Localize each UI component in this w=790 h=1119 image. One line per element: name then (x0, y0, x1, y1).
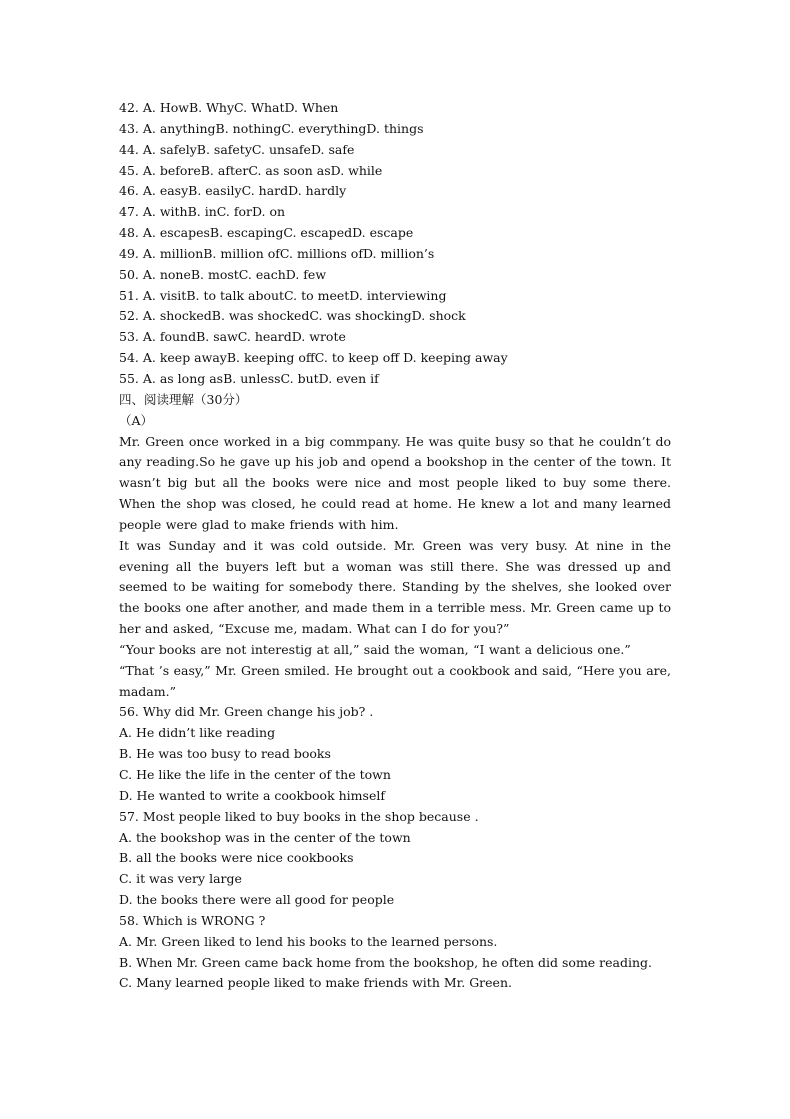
passage-paragraph-3: “Your books are not interestig at all,” said the woman, “I want a delicious one.” (119, 641, 631, 657)
option-line-53: 53. A. foundB. sawC. heardD. wrote (119, 329, 346, 345)
option-line-44: 44. A. safelyB. safetyC. unsafeD. safe (119, 141, 355, 157)
option-line-50: 50. A. noneB. mostC. eachD. few (119, 266, 327, 282)
question-56-option-c: C. He like the life in the center of the town (119, 767, 391, 782)
document-page (119, 98, 671, 994)
passage-paragraph-1: Mr. Green once worked in a big commpany. He was quite busy so that he couldn’t do any reading.So he gave up his job and opend a bookshop in the center of the town. It wasn’t big but all the books were nice and most people liked to buy some there. When the shop was closed, he could read at home. He knew a lot and many learned people were glad to make friends with him. (119, 433, 671, 532)
option-line-54: 54. A. keep awayB. keeping offC. to keep off D. keeping away (119, 350, 508, 366)
option-line-45: 45. A. beforeB. afterC. as soon asD. while (119, 162, 383, 178)
option-line-47: 47. A. withB. inC. forD. on (119, 204, 286, 220)
question-57: 57. Most people liked to buy books in the shop because . (119, 808, 479, 824)
option-line-52: 52. A. shockedB. was shockedC. was shockingD. shock (119, 308, 466, 324)
reading-passage (119, 432, 671, 703)
cloze-options-list (119, 98, 671, 390)
question-57-option-d: D. the books there were all good for people (119, 892, 395, 908)
questions-list (119, 702, 671, 994)
question-56-option-b: B. He was too busy to read books (119, 746, 331, 762)
option-line-42: 42. A. HowB. WhyC. WhatD. When (119, 100, 339, 115)
question-57-option-c: C. it was very large (119, 871, 242, 887)
question-58-option-c: C. Many learned people liked to make friends with Mr. Green. (119, 975, 512, 991)
passage-paragraph-2: It was Sunday and it was cold outside. Mr. Green was very busy. At nine in the evening all the buyers left but a woman was still there. She was dressed up and seemed to be waiting for somebody there. Standing by the shelves, she looked over the books one after another, and made them in a terrible mess. Mr. Green came up to her and asked, “Excuse me, madam. What can I do for you?” (119, 537, 671, 637)
question-57-option-b: B. all the books were nice cookbooks (119, 850, 354, 866)
option-line-48: 48. A. escapesB. escapingC. escapedD. escape (119, 225, 414, 241)
option-line-43: 43. A. anythingB. nothingC. everythingD. things (119, 120, 424, 136)
question-56-option-d: D. He wanted to write a cookbook himself (119, 787, 385, 803)
part-label: （A） (119, 412, 154, 428)
option-line-55: 55. A. as long asB. unlessC. butD. even if (119, 370, 379, 386)
question-58-option-b: B. When Mr. Green came back home from the bookshop, he often did some reading. (119, 954, 653, 970)
section-title: 四、阅读理解（30分） (119, 391, 248, 407)
passage-paragraph-4: “That ’s easy,” Mr. Green smiled. He brought out a cookbook and said, “Here you are, madam.” (119, 662, 671, 699)
option-line-46: 46. A. easyB. easilyC. hardD. hardly (119, 183, 347, 199)
question-58-option-a: A. Mr. Green liked to lend his books to the learned persons. (119, 933, 498, 949)
option-line-51: 51. A. visitB. to talk aboutC. to meetD. interviewing (119, 287, 447, 303)
option-line-49: 49. A. millionB. million ofC. millions ofD. million’s (119, 245, 435, 261)
question-56-option-a: A. He didn’t like reading (119, 725, 276, 741)
question-58: 58. Which is WRONG ? (119, 912, 266, 928)
question-57-option-a: A. the bookshop was in the center of the town (119, 829, 411, 845)
question-56: 56. Why did Mr. Green change his job? . (119, 704, 374, 720)
